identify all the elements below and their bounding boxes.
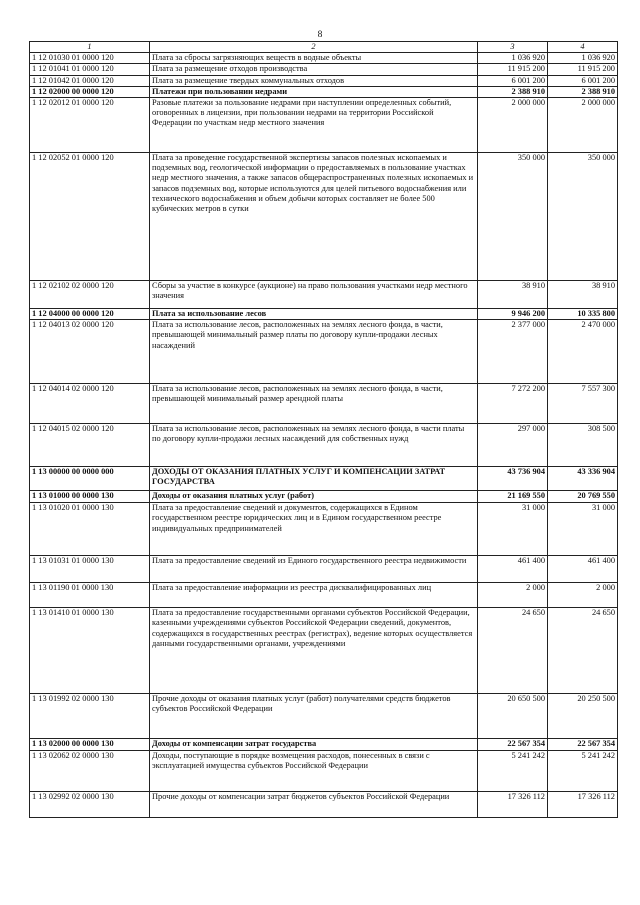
table-row [30,424,618,467]
row-code: 1 12 01030 01 0000 120 [30,53,150,64]
row-value-1: 43 736 904 [478,467,548,491]
table-row [30,608,618,694]
row-name: Доходы от оказания платных услуг (работ) [150,491,478,503]
row-name: Плата за предоставление сведений из Единого государственного реестра недвижимости [150,556,478,583]
table-row [30,53,618,64]
row-name: Доходы, поступающие в порядке возмещения расходов, понесенных в связи с эксплуатацией имущества субъектов Российской Федерации [150,751,478,792]
row-value-1: 2 000 000 [478,98,548,153]
row-code: 1 12 02000 00 0000 120 [30,86,150,97]
table-row [30,320,618,384]
row-value-1: 350 000 [478,153,548,281]
row-value-1: 297 000 [478,424,548,467]
row-value-1: 22 567 354 [478,739,548,751]
row-name: Плата за сбросы загрязняющих веществ в водные объекты [150,53,478,64]
row-code: 1 13 01992 02 0000 130 [30,694,150,739]
row-code: 1 13 02062 02 0000 130 [30,751,150,792]
row-value-2: 17 326 112 [548,792,618,818]
row-value-2: 2 000 [548,583,618,608]
row-name: Плата за предоставление государственными органами субъектов Российской Федерации, казенными учреждениями субъектов Российской Федерации сведений, документов, содержащихся в государственных реестрах (регистрах), ведение которых осуществляется данными государственными органами, учреждениями [150,608,478,694]
row-value-2: 10 335 800 [548,309,618,320]
row-name: Плата за использование лесов, расположенных на землях лесного фонда, в части, превышающей минимальный размер арендной платы [150,384,478,424]
row-value-2: 31 000 [548,503,618,556]
row-name: Прочие доходы от оказания платных услуг (работ) получателями средств бюджетов субъектов Российской Федерации [150,694,478,739]
row-name: Сборы за участие в конкурсе (аукционе) на право пользования участками недр местного значения [150,281,478,309]
row-value-1: 17 326 112 [478,792,548,818]
row-value-2: 461 400 [548,556,618,583]
row-value-2: 20 250 500 [548,694,618,739]
row-value-1: 31 000 [478,503,548,556]
table-row-section [30,739,618,751]
table-row [30,792,618,818]
row-code: 1 13 01000 00 0000 130 [30,491,150,503]
row-code: 1 12 02052 01 0000 120 [30,153,150,281]
row-name: Плата за размещение твердых коммунальных отходов [150,75,478,86]
row-value-1: 2 377 000 [478,320,548,384]
row-value-2: 24 650 [548,608,618,694]
row-code: 1 13 02992 02 0000 130 [30,792,150,818]
row-value-1: 38 910 [478,281,548,309]
row-value-1: 2 388 910 [478,86,548,97]
row-name: Доходы от компенсации затрат государства [150,739,478,751]
table-header-row [30,42,618,53]
row-value-2: 350 000 [548,153,618,281]
row-code: 1 12 04000 00 0000 120 [30,309,150,320]
table-row-section [30,86,618,97]
table-row-section [30,491,618,503]
row-value-2: 2 388 910 [548,86,618,97]
row-value-1: 6 001 200 [478,75,548,86]
row-value-2: 7 557 300 [548,384,618,424]
row-code: 1 12 02102 02 0000 120 [30,281,150,309]
row-value-1: 21 169 550 [478,491,548,503]
table-row [30,751,618,792]
row-code: 1 12 01042 01 0000 120 [30,75,150,86]
row-value-2: 11 915 200 [548,64,618,75]
table-row [30,98,618,153]
row-value-2: 6 001 200 [548,75,618,86]
row-code: 1 12 04014 02 0000 120 [30,384,150,424]
row-value-2: 308 500 [548,424,618,467]
table-row [30,384,618,424]
row-code: 1 12 04015 02 0000 120 [30,424,150,467]
table-row [30,153,618,281]
row-code: 1 12 02012 01 0000 120 [30,98,150,153]
table-row [30,75,618,86]
row-value-2: 1 036 920 [548,53,618,64]
row-name: Платежи при пользовании недрами [150,86,478,97]
row-value-2: 38 910 [548,281,618,309]
table-row [30,694,618,739]
row-code: 1 12 04013 02 0000 120 [30,320,150,384]
row-name: ДОХОДЫ ОТ ОКАЗАНИЯ ПЛАТНЫХ УСЛУГ И КОМПЕНСАЦИИ ЗАТРАТ ГОСУДАРСТВА [150,467,478,491]
page-number: 8 [317,30,323,40]
table-row-section [30,309,618,320]
column-header-1: 1 [30,42,150,53]
row-code: 1 13 01190 01 0000 130 [30,583,150,608]
budget-table [29,41,618,818]
row-value-1: 2 000 [478,583,548,608]
row-name: Плата за использование лесов, расположенных на землях лесного фонда, в части, превышающей минимальный размер платы по договору купли-продажи лесных насаждений [150,320,478,384]
row-value-1: 20 650 500 [478,694,548,739]
row-value-1: 5 241 242 [478,751,548,792]
row-value-1: 7 272 200 [478,384,548,424]
row-name: Плата за использование лесов [150,309,478,320]
table-row [30,583,618,608]
table-row [30,503,618,556]
table-row [30,556,618,583]
row-value-2: 20 769 550 [548,491,618,503]
row-code: 1 13 01031 01 0000 130 [30,556,150,583]
row-value-2: 43 336 904 [548,467,618,491]
table-row-section [30,467,618,491]
row-name: Плата за предоставление информации из реестра дисквалифицированных лиц [150,583,478,608]
row-name: Плата за предоставление сведений и документов, содержащихся в Едином государственном реестре юридических лиц и в Едином государственном реестре индивидуальных предпринимателей [150,503,478,556]
row-value-1: 1 036 920 [478,53,548,64]
row-name: Плата за использование лесов, расположенных на землях лесного фонда, в части платы по договору купли-продажи лесных насаждений для собственных нужд [150,424,478,467]
row-name: Плата за проведение государственной экспертизы запасов полезных ископаемых и подземных вод, геологической информации о предоставляемых в пользование участках недр местного значения, а также запасов общераспространенных полезных ископаемых и запасов подземных вод, которые используются для целей питьевого водоснабжения или технического водоснабжения и объем добычи которых составляет не более 500 кубических метров в сутки [150,153,478,281]
row-name: Плата за размещение отходов производства [150,64,478,75]
row-code: 1 13 02000 00 0000 130 [30,739,150,751]
row-name: Прочие доходы от компенсации затрат бюджетов субъектов Российской Федерации [150,792,478,818]
row-name: Разовые платежи за пользование недрами при наступлении определенных событий, оговоренных в лицензии, при пользовании недрами на территории Российской Федерации по участкам недр местного значения [150,98,478,153]
column-header-2: 2 [150,42,478,53]
row-code: 1 13 01410 01 0000 130 [30,608,150,694]
column-header-4: 4 [548,42,618,53]
row-value-1: 11 915 200 [478,64,548,75]
row-value-2: 2 470 000 [548,320,618,384]
row-value-2: 2 000 000 [548,98,618,153]
row-code: 1 13 00000 00 0000 000 [30,467,150,491]
row-code: 1 12 01041 01 0000 120 [30,64,150,75]
row-value-2: 5 241 242 [548,751,618,792]
row-value-1: 461 400 [478,556,548,583]
row-value-1: 9 946 200 [478,309,548,320]
row-value-1: 24 650 [478,608,548,694]
row-value-2: 22 567 354 [548,739,618,751]
column-header-3: 3 [478,42,548,53]
table-row [30,281,618,309]
table-row [30,64,618,75]
row-code: 1 13 01020 01 0000 130 [30,503,150,556]
